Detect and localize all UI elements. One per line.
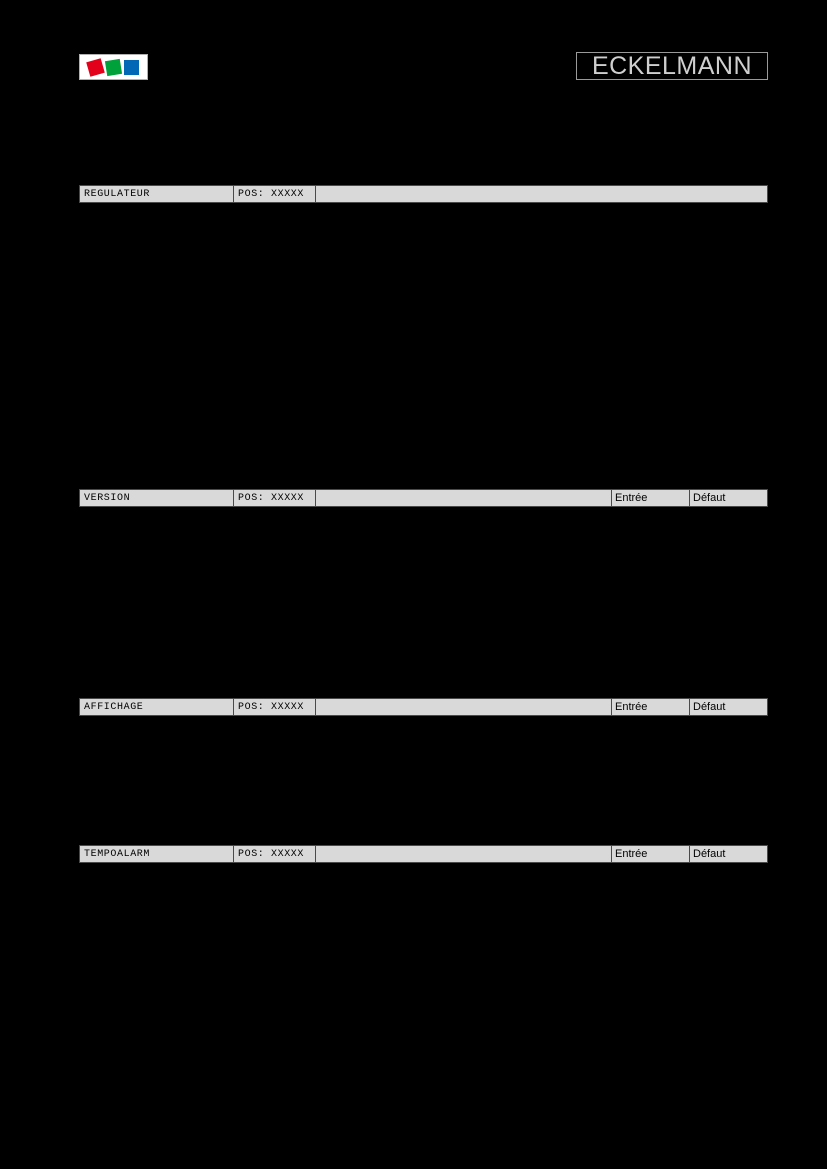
logo-square-green-icon (105, 58, 122, 75)
section-label: REGULATEUR (79, 185, 234, 203)
section-row-version (79, 489, 768, 507)
section-value-field[interactable] (316, 185, 768, 203)
brand-title: ECKELMANN (576, 52, 768, 80)
section-position: POS: XXXXX (234, 698, 316, 716)
column-header-entree: Entrée (612, 698, 690, 716)
eckelmann-logo (79, 54, 148, 80)
column-header-entree: Entrée (612, 489, 690, 507)
column-header-entree: Entrée (612, 845, 690, 863)
section-value-field[interactable] (316, 698, 612, 716)
section-position: POS: XXXXX (234, 185, 316, 203)
section-value-field[interactable] (316, 489, 612, 507)
section-value-field[interactable] (316, 845, 612, 863)
section-position: POS: XXXXX (234, 845, 316, 863)
section-row-affichage (79, 698, 768, 716)
column-header-defaut: Défaut (690, 698, 768, 716)
logo-square-red-icon (86, 58, 105, 77)
column-header-defaut: Défaut (690, 845, 768, 863)
logo-square-blue-icon (124, 60, 139, 75)
section-label: TEMPOALARM (79, 845, 234, 863)
column-header-defaut: Défaut (690, 489, 768, 507)
section-position: POS: XXXXX (234, 489, 316, 507)
section-label: AFFICHAGE (79, 698, 234, 716)
section-label: VERSION (79, 489, 234, 507)
section-row-tempoalarm (79, 845, 768, 863)
section-row-regulateur (79, 185, 768, 203)
